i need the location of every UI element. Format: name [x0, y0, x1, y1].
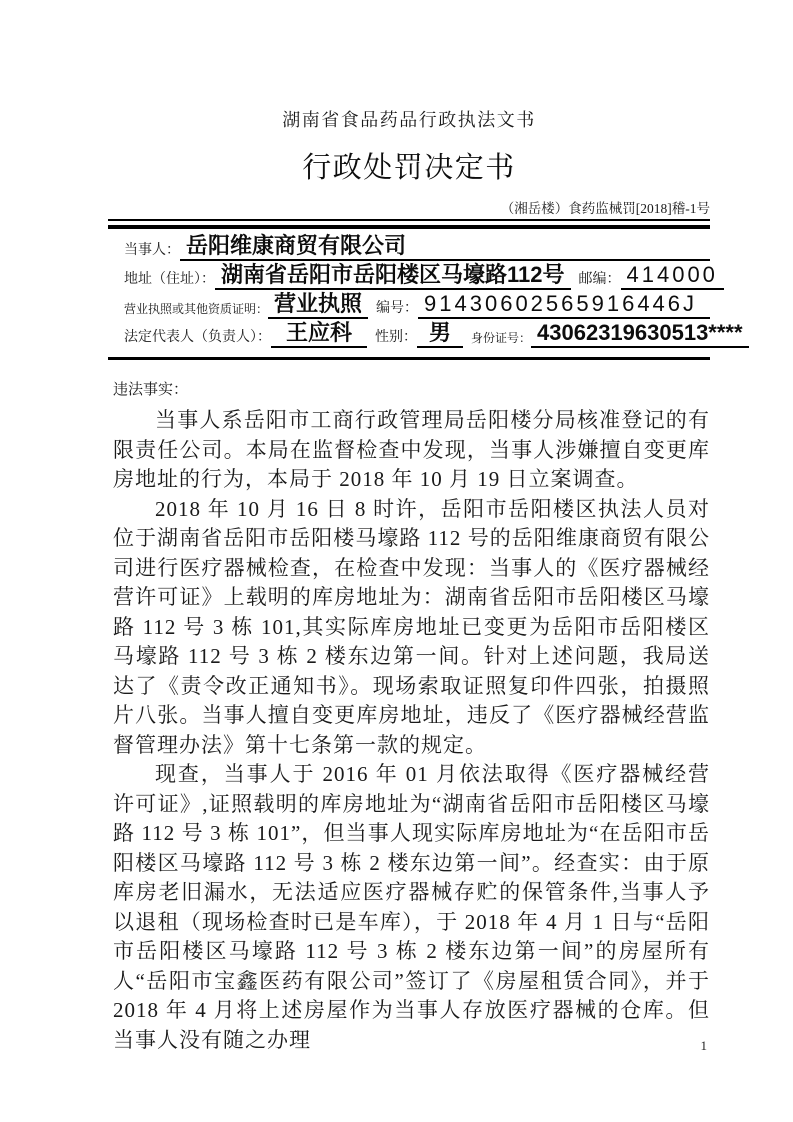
- body-paragraph: 2018 年 10 月 16 日 8 时许，岳阳市岳阳楼区执法人员对位于湖南省岳阳市岳阳楼马壕路 112 号的岳阳维康商贸有限公司进行医疗器械检查，在检查中发现：当事人的《医疗器械经营许可证》上载明的库房地址为：湖南省岳阳市岳阳楼区马壕路 112 号 3 栋 101,其实际库房地址已变更为岳阳市岳阳楼区马壕路 112 号 3 栋 2 楼东边第一间。针对上述问题，我局送达了《责令改正通知书》。现场索取证照复印件四张，拍摄照片八张。当事人擅自变更库房地址，违反了《医疗器械经营监督管理办法》第十七条第一款的规定。: [113, 496, 710, 757]
- legal-representative-value: 王应科: [271, 321, 367, 348]
- body-paragraph: 当事人系岳阳市工商行政管理局岳阳楼分局核准登记的有限责任公司。本局在监督检查中发现，当事人涉嫌擅自变更库房地址的行为，本局于 2018 年 10 月 19 日立案调查。: [113, 408, 710, 491]
- violation-facts-heading: 违法事实：: [113, 382, 189, 398]
- page-number: 1: [700, 1038, 707, 1053]
- gender-label: 性别：: [375, 330, 417, 345]
- gender-value: 男: [417, 321, 463, 348]
- legal-representative-row: [124, 319, 743, 348]
- license-label: 营业执照或其他资质证明：: [124, 302, 269, 316]
- address-row: [124, 261, 718, 290]
- violation-facts-body: [108, 406, 710, 1055]
- page-title: 行政处罚决定书: [302, 152, 516, 184]
- header-rule-thin: [108, 219, 710, 221]
- party-label: 当事人：: [124, 243, 180, 258]
- license-number-value: 91430602565916446J: [418, 292, 710, 319]
- document-number: （湘岳楼）食药监械罚[2018]稽-1号: [500, 201, 710, 216]
- body-paragraph: 现查，当事人于 2016 年 01 月依法取得《医疗器械经营许可证》,证照载明的库房地址为“湖南省岳阳市岳阳楼区马壕路 112 号 3 栋 101”，但当事人现实际库房地址为“在岳阳市岳阳楼区马壕路 112 号 3 栋 2 楼东边第一间”。经查实：由于原库房老旧漏水，无法适应医疗器械存贮的保管条件,当事人予以退租（现场检查时已是车库），于 2018 年 4 月 1 日与“岳阳市岳阳楼区马壕路 112 号 3 栋 2 楼东边第一间”的房屋所有人“岳阳市宝鑫医药有限公司”签订了《房屋租赁合同》，并于 2018 年 4 月将上述房屋作为当事人存放医疗器械的仓库。但当事人没有随之办理: [113, 762, 710, 1052]
- address-label: 地址（住址）：: [124, 272, 215, 287]
- party-info-form: [108, 232, 743, 348]
- section-divider-rule: [108, 357, 710, 360]
- postcode-value: 414000: [621, 263, 724, 290]
- postcode-label: 邮编：: [578, 272, 621, 287]
- party-name-value: 岳阳维康商贸有限公司: [180, 234, 710, 261]
- license-type-value: 营业执照: [268, 292, 368, 319]
- license-number-label: 编号：: [376, 301, 419, 316]
- id-number-value: 43062319630513****: [531, 321, 749, 348]
- document-content: [108, 0, 743, 1055]
- license-row: [124, 290, 710, 319]
- id-number-label: 身份证号：: [471, 331, 532, 345]
- party-row: [124, 232, 710, 261]
- header-rule-thick: [108, 225, 710, 229]
- legal-representative-label: 法定代表人（负责人）：: [124, 330, 271, 345]
- letterhead: 湖南省食品药品行政执法文书: [282, 110, 536, 130]
- address-value: 湖南省岳阳市岳阳楼区马壕路112号: [215, 263, 571, 290]
